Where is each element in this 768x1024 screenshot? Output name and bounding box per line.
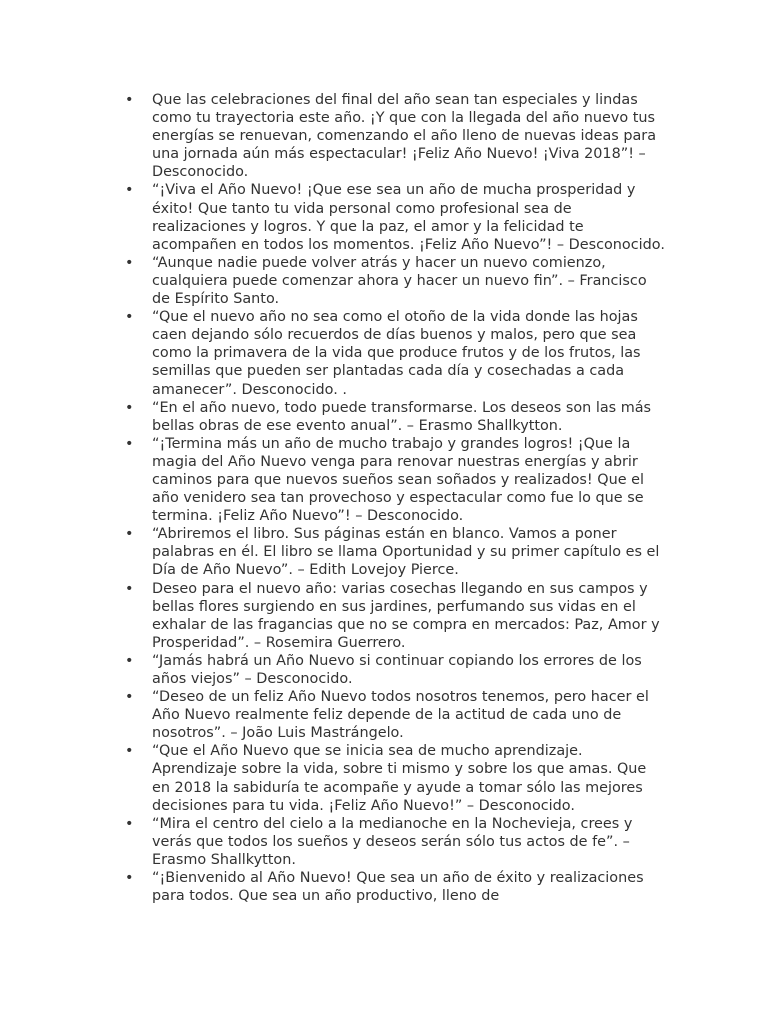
quote-text: Deseo para el nuevo año: varias cosechas llegando en sus campos y bellas flores surgiendo en sus jardines, perfumando sus vidas en el exhalar de las fragancias que no se compra en mercados: Paz, Amor y Prosperidad”. – Rosemira Guerrero. [152, 580, 660, 651]
quote-text: Que las celebraciones del final del año sean tan especiales y lindas como tu trayectoria este año. ¡Y que con la llegada del año nuevo tus energías se renuevan, comenzando el año lleno de nuevas ideas para una jornada aún más espectacular! ¡Feliz Año Nuevo! ¡Viva 2018”! – Desconocido. [152, 92, 657, 181]
bullet-icon: • [125, 689, 134, 706]
bullet-icon: • [125, 526, 134, 543]
list-item [121, 399, 666, 435]
quote-text: “¡Viva el Año Nuevo! ¡Que ese sea un año de mucha prosperidad y éxito! Que tanto tu vida personal como profesional sea de realizaciones y logros. Y que la paz, el amor y la felicidad te acompañen en todos los momentos. ¡Feliz Año Nuevo”! – Desconocido. [152, 182, 665, 253]
bullet-icon: • [125, 652, 134, 669]
list-item [121, 869, 666, 905]
list-item [121, 435, 666, 525]
bullet-icon: • [125, 815, 134, 832]
quote-list [121, 91, 666, 905]
list-item [121, 742, 666, 814]
bullet-icon: • [125, 254, 134, 271]
list-item [121, 91, 666, 181]
bullet-icon: • [125, 182, 134, 199]
bullet-icon: • [125, 92, 134, 108]
bullet-icon: • [125, 309, 134, 326]
quote-text: “Deseo de un feliz Año Nuevo todos nosotros tenemos, pero hacer el Año Nuevo realmente feliz depende de la actitud de cada uno de nosotros”. – João Luis Mastrángelo. [152, 689, 649, 742]
list-item [121, 181, 666, 253]
quote-text: “Que el Año Nuevo que se inicia sea de mucho aprendizaje. Aprendizaje sobre la vida, sobre ti mismo y sobre los que amas. Que en 2018 la sabiduría te acompañe y ayude a tomar sólo las mejores decisiones para tu vida. ¡Feliz Año Nuevo!” – Desconocido. [152, 743, 647, 814]
list-item [121, 815, 666, 869]
list-item [121, 652, 666, 688]
quote-text: “¡Bienvenido al Año Nuevo! Que sea un año de éxito y realizaciones para todos. Que sea un año productivo, lleno de [152, 870, 644, 905]
quote-text: “En el año nuevo, todo puede transformarse. Los deseos son las más bellas obras de ese evento anual”. – Erasmo Shallkytton. [152, 399, 652, 434]
list-item [121, 308, 666, 398]
list-item [121, 580, 666, 652]
quote-text: “Que el nuevo año no sea como el otoño de la vida donde las hojas caen dejando sólo recuerdos de días buenos y malos, pero que sea como la primavera de la vida que produce frutos y de los frutos, las semillas que pueden ser plantadas cada día y cosechadas a cada amanecer”. Desconocido. . [152, 309, 641, 398]
list-item [121, 688, 666, 742]
quote-text: “Mira el centro del cielo a la medianoche en la Nochevieja, crees y verás que todos los sueños y deseos serán sólo tus actos de fe”. – Erasmo Shallkytton. [152, 815, 633, 868]
list-item [121, 525, 666, 579]
quote-text: “Abriremos el libro. Sus páginas están en blanco. Vamos a poner palabras en él. El libro se llama Oportunidad y su primer capítulo es el Día de Año Nuevo”. – Edith Lovejoy Pierce. [152, 526, 660, 579]
list-item [121, 254, 666, 308]
bullet-icon: • [125, 870, 134, 887]
quote-text: “¡Termina más un año de mucho trabajo y grandes logros! ¡Que la magia del Año Nuevo venga para renovar nuestras energías y abrir caminos para que nuevos sueños sean soñados y realizados! Que el año venidero sea tan provechoso y espectacular como fue lo que se termina. ¡Feliz Año Nuevo”! – Desconocido. [152, 435, 645, 525]
bullet-icon: • [125, 399, 134, 416]
bullet-icon: • [125, 580, 134, 597]
quote-text: “Jamás habrá un Año Nuevo si continuar copiando los errores de los años viejos” – Desconocido. [152, 652, 642, 687]
bullet-icon: • [125, 435, 134, 452]
bullet-icon: • [125, 743, 134, 760]
quote-text: “Aunque nadie puede volver atrás y hacer un nuevo comienzo, cualquiera puede comenzar ahora y hacer un nuevo fin”. – Francisco de Espírito Santo. [152, 254, 647, 308]
